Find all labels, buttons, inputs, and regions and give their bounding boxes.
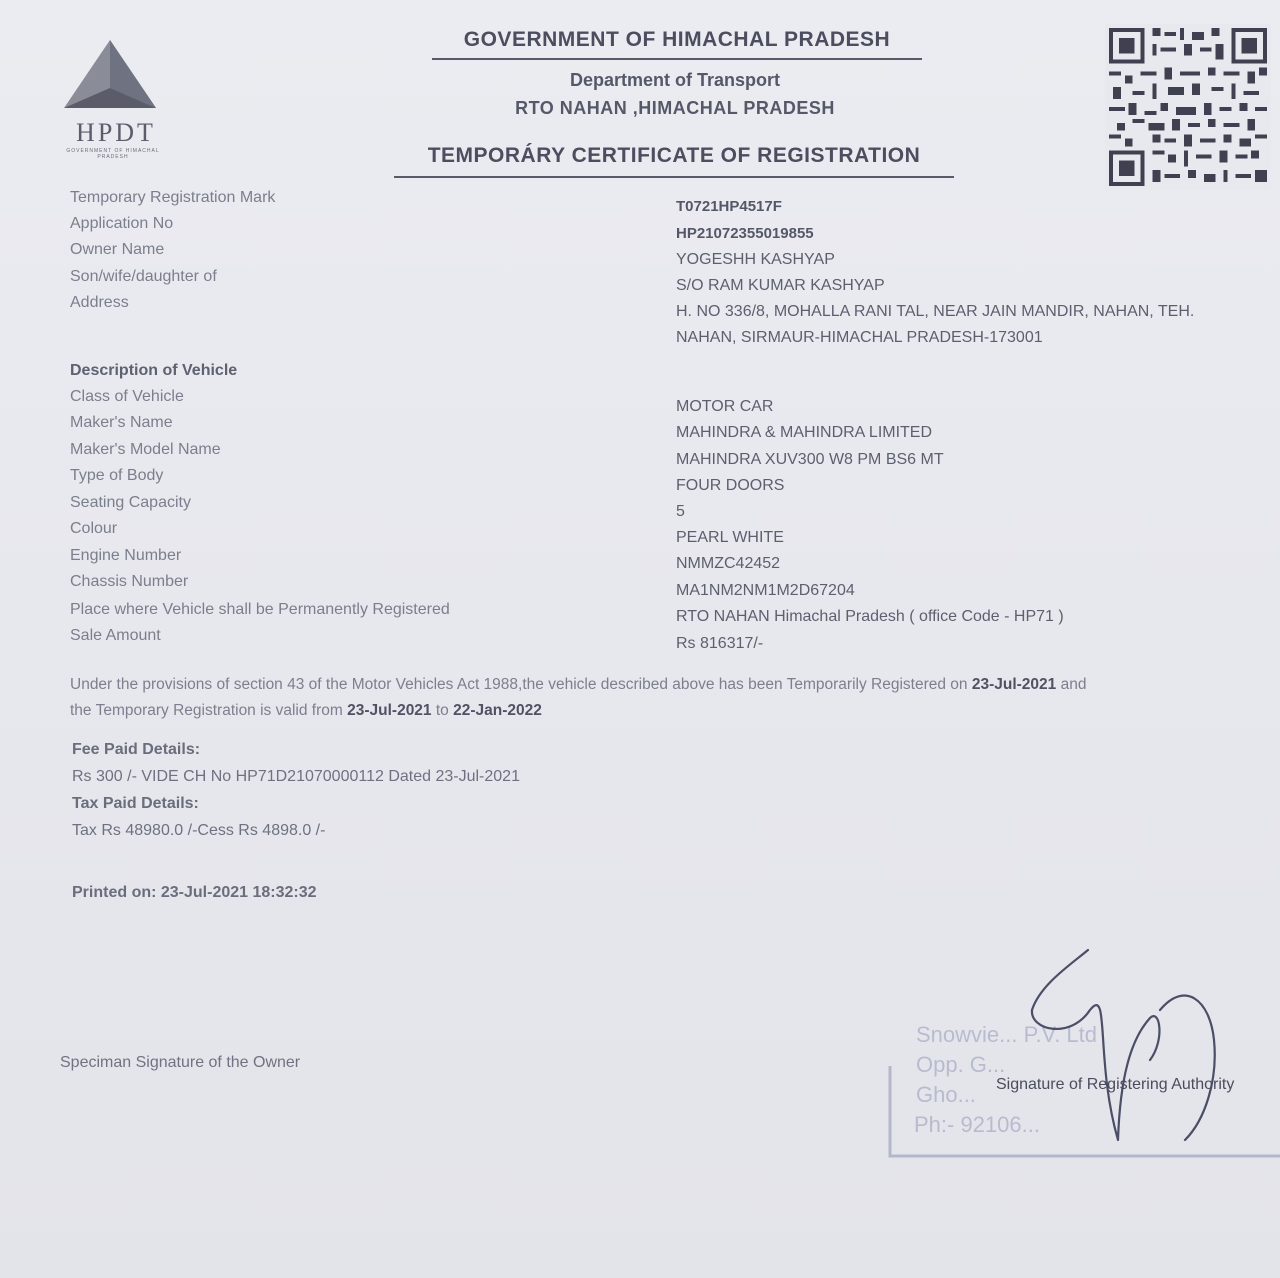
label-sale: Sale Amount (70, 627, 161, 644)
label-address: Address (70, 294, 129, 311)
value-model: MAHINDRA XUV300 W8 PM BS6 MT (676, 451, 944, 468)
registered-on-date: 23-Jul-2021 (971, 676, 1057, 693)
certificate-title: TEMPORÁRY CERTIFICATE OF REGISTRATION (394, 144, 954, 178)
label-chassis: Chassis Number (70, 573, 189, 590)
value-engine: NMMZC42452 (676, 555, 781, 572)
value-chassis: MA1NM2NM1M2D67204 (676, 582, 855, 599)
label-place: Place where Vehicle shall be Permanently Registered (70, 601, 450, 618)
value-address-line1: H. NO 336/8, MOHALLA RANI TAL, NEAR JAIN MANDIR, NAHAN, TEH. (676, 303, 1195, 320)
fee-heading: Fee Paid Details: (72, 741, 201, 758)
label-engine: Engine Number (70, 547, 182, 564)
value-place: RTO NAHAN Himachal Pradesh ( office Code - HP71 ) (676, 608, 1064, 625)
value-seating: 5 (676, 503, 685, 520)
provision-text-1: Under the provisions of section 43 of the Motor Vehicles Act 1988,the vehicle described above has been Temporarily Registered on (70, 676, 972, 693)
label-seating: Seating Capacity (70, 494, 191, 511)
fee-detail: Rs 300 /- VIDE CH No HP71D21070000112 Dated 23-Jul-2021 (72, 768, 520, 785)
government-title: GOVERNMENT OF HIMACHAL PRADESH (432, 28, 922, 60)
owner-signature-label: Speciman Signature of the Owner (60, 1054, 301, 1071)
label-relation: Son/wife/daughter of (70, 268, 217, 285)
provision-text-4: to (431, 702, 454, 719)
stamp-line-1: Snowvie... P.V. Ltd (916, 1022, 1098, 1047)
value-body: FOUR DOORS (676, 477, 785, 494)
value-relation: S/O RAM KUMAR KASHYAP (676, 277, 885, 294)
label-colour: Colour (70, 520, 118, 537)
value-owner-name: YOGESHH KASHYAP (676, 251, 835, 268)
stamp-line-4: Ph:- 92106... (914, 1112, 1040, 1137)
label-registration-mark: Temporary Registration Mark (70, 189, 276, 206)
stamp-line-3: Gho... (916, 1082, 976, 1107)
value-application-no: HP21072355019855 (676, 225, 814, 242)
valid-from-date: 23-Jul-2021 (347, 702, 432, 719)
label-model: Maker's Model Name (70, 441, 221, 458)
label-class: Class of Vehicle (70, 388, 184, 405)
tax-detail: Tax Rs 48980.0 /-Cess Rs 4898.0 /- (72, 822, 326, 839)
value-colour: PEARL WHITE (676, 529, 784, 546)
rto-office: RTO NAHAN ,HIMACHAL PRADESH (515, 98, 835, 118)
logo-text: HPDT (76, 118, 156, 147)
vehicle-description-heading: Description of Vehicle (70, 362, 238, 379)
value-maker: MAHINDRA & MAHINDRA LIMITED (676, 424, 933, 441)
provision-text-2: and (1056, 676, 1087, 693)
authority-signature-label: Signature of Registering Authority (996, 1076, 1235, 1093)
value-registration-mark: T0721HP4517F (676, 198, 782, 215)
tax-heading: Tax Paid Details: (72, 795, 199, 812)
value-sale: Rs 816317/- (676, 635, 764, 652)
label-application-no: Application No (70, 215, 174, 232)
provision-text-3: the Temporary Registration is valid from (70, 702, 348, 719)
value-address-line2: NAHAN, SIRMAUR-HIMACHAL PRADESH-173001 (676, 329, 1043, 346)
stamp-line-2: Opp. G... (916, 1052, 1006, 1077)
label-owner-name: Owner Name (70, 241, 165, 258)
logo-subtext: GOVERNMENT OF HIMACHAL PRADESH (66, 148, 160, 160)
label-body: Type of Body (70, 467, 164, 484)
valid-to-date: 22-Jan-2022 (453, 702, 542, 719)
value-class: MOTOR CAR (676, 398, 774, 415)
department-name: Department of Transport (569, 70, 781, 90)
printed-on: Printed on: 23-Jul-2021 18:32:32 (72, 884, 317, 901)
label-maker: Maker's Name (70, 414, 173, 431)
